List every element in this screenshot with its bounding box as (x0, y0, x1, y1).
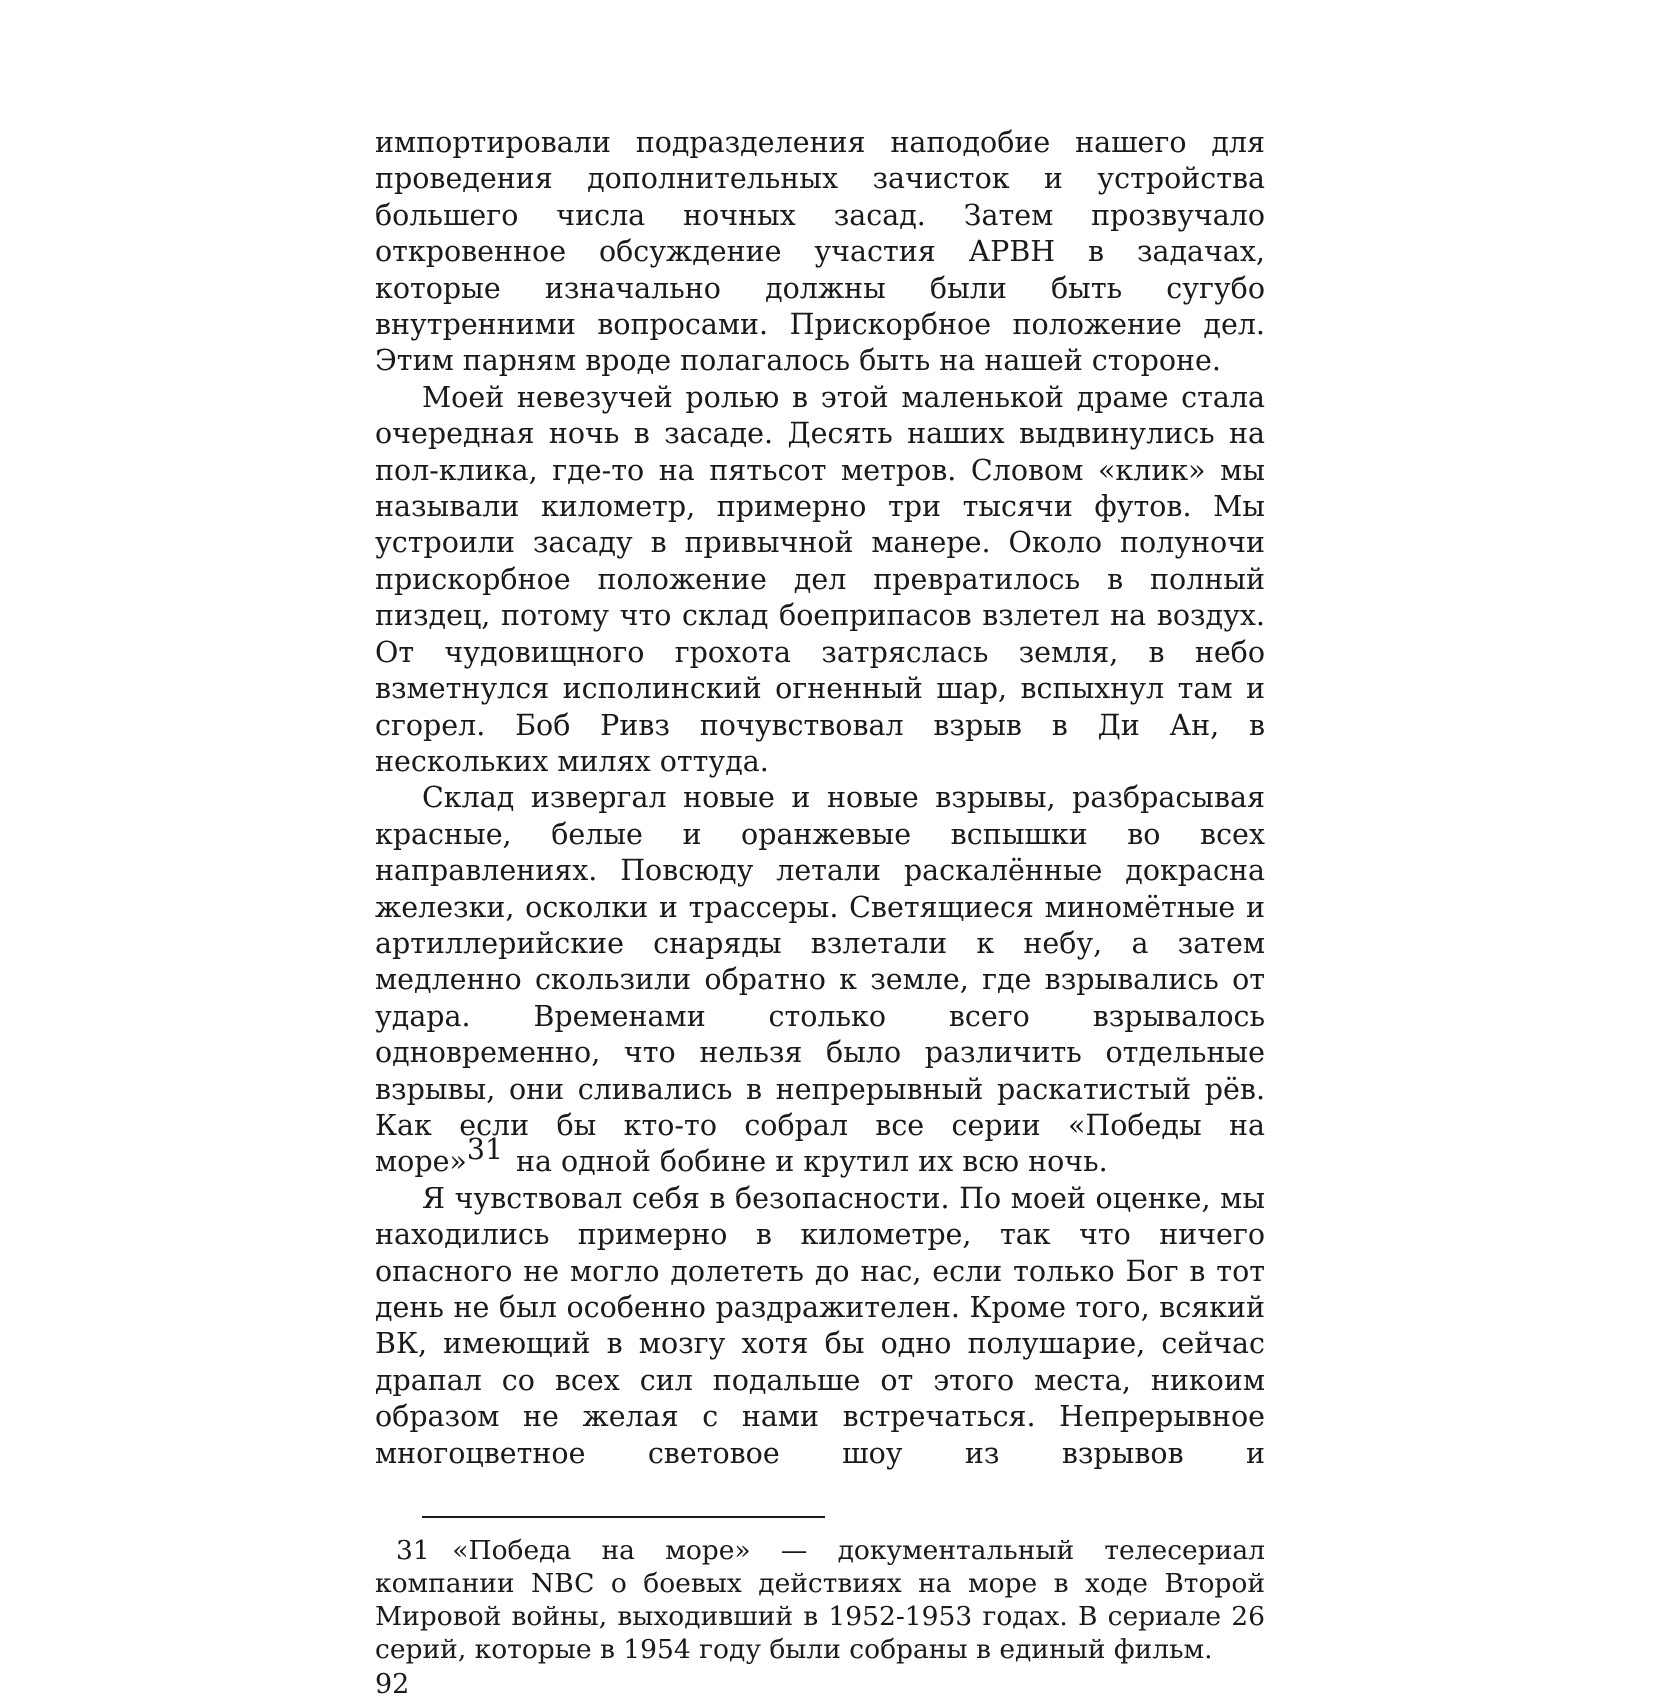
paragraph-4: Я чувствовал себя в безопасности. По моей оценке, мы находились примерно в километре, так что ничего опасного не могло долететь до нас, если только Бог в тот день не был особенно раздражителен. Кроме того, всякий ВК, имеющий в мозгу хотя бы одно полушарие, сейчас драпал со всех сил подальше от этого места, никоим образом не желая с нами встречаться. Непрерывное многоцветное световое шоу из взрывов и (375, 1181, 1265, 1470)
footnote-separator (422, 1516, 825, 1518)
page-number: 92 (375, 1669, 410, 1700)
main-text (375, 125, 1265, 1472)
footnote-number: 31 (396, 1535, 430, 1567)
paragraph-3-text-start: Склад извергал новые и новые взрывы, разбрасывая красные, белые и оранжевые вспышки во всех направлениях. Повсюду летали раскалённые докрасна железки, осколки и трассеры. Светящиеся миномётные и артиллерийские снаряды взлетали к небу, а затем медленно скользили обратно к земле, где взрывались от удара. Временами столько всего взрывалось одновременно, что нельзя было различить отдельные взрывы, они сливались в непрерывный раскатистый рёв. Как если бы кто-то собрал все серии «Победы на море» (375, 781, 1265, 1179)
paragraph-3-text-end: на одной бобине и крутил их всю ночь. (515, 1145, 1108, 1179)
footnote (375, 1534, 1265, 1666)
paragraph-3 (375, 780, 1265, 1180)
paragraph-2: Моей невезучей ролью в этой маленькой драме стала очередная ночь в засаде. Десять наших выдвинулись на пол-клика, где-то на пятьсот метров. Словом «клик» мы называли километр, примерно три тысячи футов. Мы устроили засаду в привычной манере. Около полуночи прискорбное положение дел превратилось в полный пиздец, потому что склад боеприпасов взлетел на воздух. От чудовищного грохота затряслась земля, в небо взметнулся исполинский огненный шар, вспыхнул там и сгорел. Боб Ривз почувствовал взрыв в Ди Ан, в нескольких милях оттуда. (375, 380, 1265, 778)
footnote-reference[interactable]: 31 (466, 1133, 504, 1167)
footnote-text: «Победа на море» — документальный телесериал компании NBC о боевых действиях на море в ходе Второй Мировой войны, выходивший в 1952-1953 годах. В сериале 26 серий, которые в 1954 году были собраны в единый фильм. (375, 1535, 1265, 1666)
paragraph-1: импортировали подразделения наподобие нашего для проведения дополнительных зачисток и устройства большего числа ночных засад. Затем прозвучало откровенное обсуждение участия АРВН в задачах, которые изначально должны были быть сугубо внутренними вопросами. Прискорбное положение дел. Этим парням вроде полагалось быть на нашей стороне. (375, 126, 1265, 378)
book-page (375, 125, 1265, 1700)
